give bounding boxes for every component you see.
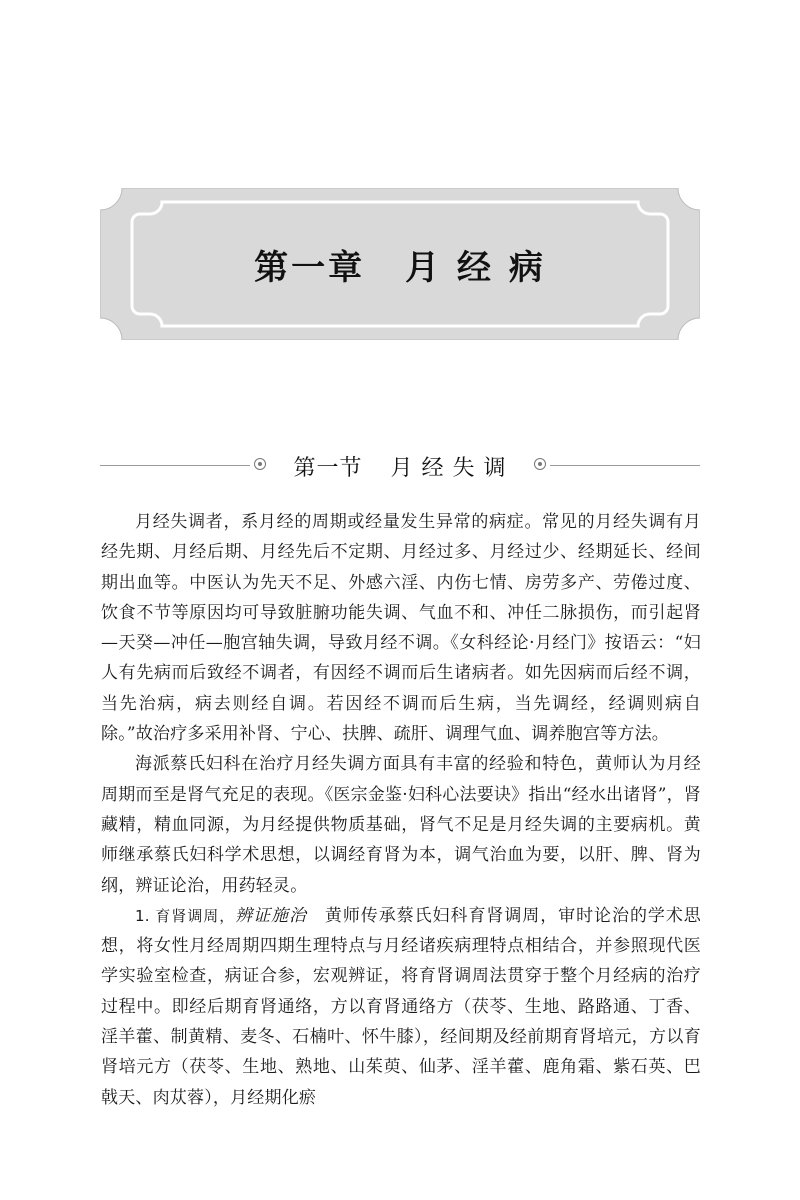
- chapter-banner: [100, 188, 700, 340]
- ornament-dot-right-icon: [534, 458, 546, 470]
- paragraph-3: [101, 901, 701, 1113]
- section-name: 月 经 失 调: [390, 455, 507, 481]
- section-rule-left: [100, 465, 250, 466]
- section-title: [270, 448, 530, 484]
- section-label: 第一节: [293, 455, 363, 481]
- paragraph-3-lead-number: 1. 育肾调周，: [135, 906, 236, 925]
- chapter-title: [100, 188, 700, 340]
- ornament-dot-left-icon: [254, 458, 266, 470]
- paragraph-2: 海派蔡氏妇科在治疗月经失调方面具有丰富的经验和特色，黄师认为月经周期而至是肾气充足的表现。《医宗金鉴·妇科心法要诀》指出“经水出诸肾”，肾藏精，精血同源，为月经提供物质基础，肾气不足是月经失调的主要病机。黄师继承蔡氏妇科学术思想，以调经育肾为本，调气治血为要，以肝、脾、肾为纲，辨证论治，用药轻灵。: [101, 754, 701, 896]
- chapter-name: 月 经 病: [405, 247, 546, 288]
- body-text: [101, 507, 701, 1113]
- paragraph-3-text: 黄师传承蔡氏妇科育肾调周，审时论治的学术思想，将女性月经周期四期生理特点与月经诸疾病理特点相结合，并参照现代医学实验室检查，病证合参，宏观辨证，将育肾调周法贯穿于整个月经病的治疗过程中。即经后期育肾通络，方以育肾通络方（茯苓、生地、路路通、丁香、淫羊藿、制黄精、麦冬、石楠叶、怀牛膝），经间期及经前期育肾培元，方以育肾培元方（茯苓、生地、熟地、山茱萸、仙茅、淫羊藿、鹿角霜、紫石英、巴戟天、肉苁蓉），月经期化瘀: [101, 905, 701, 1108]
- paragraph-3-lead-heading: 辨证施治: [235, 905, 307, 926]
- chapter-label: 第一章: [254, 247, 366, 288]
- section-header: [100, 448, 700, 484]
- section-rule-right: [550, 465, 700, 466]
- paragraph-1: 月经失调者，系月经的周期或经量发生异常的病症。常见的月经失调有月经先期、月经后期、月经先后不定期、月经过多、月经过少、经期延长、经间期出血等。中医认为先天不足、外感六淫、内伤七情、房劳多产、劳倦过度、饮食不节等原因均可导致脏腑功能失调、气血不和、冲任二脉损伤，而引起肾—天癸—冲任—胞宫轴失调，导致月经不调。《女科经论·月经门》按语云：“妇人有先病而后致经不调者，有因经不调而后生诸病者。如先因病而后经不调，当先治病，病去则经自调。若因经不调而后生病，当先调经，经调则病自除。”故治疗多采用补肾、宁心、扶脾、疏肝、调理气血、调养胞宫等方法。: [101, 512, 701, 745]
